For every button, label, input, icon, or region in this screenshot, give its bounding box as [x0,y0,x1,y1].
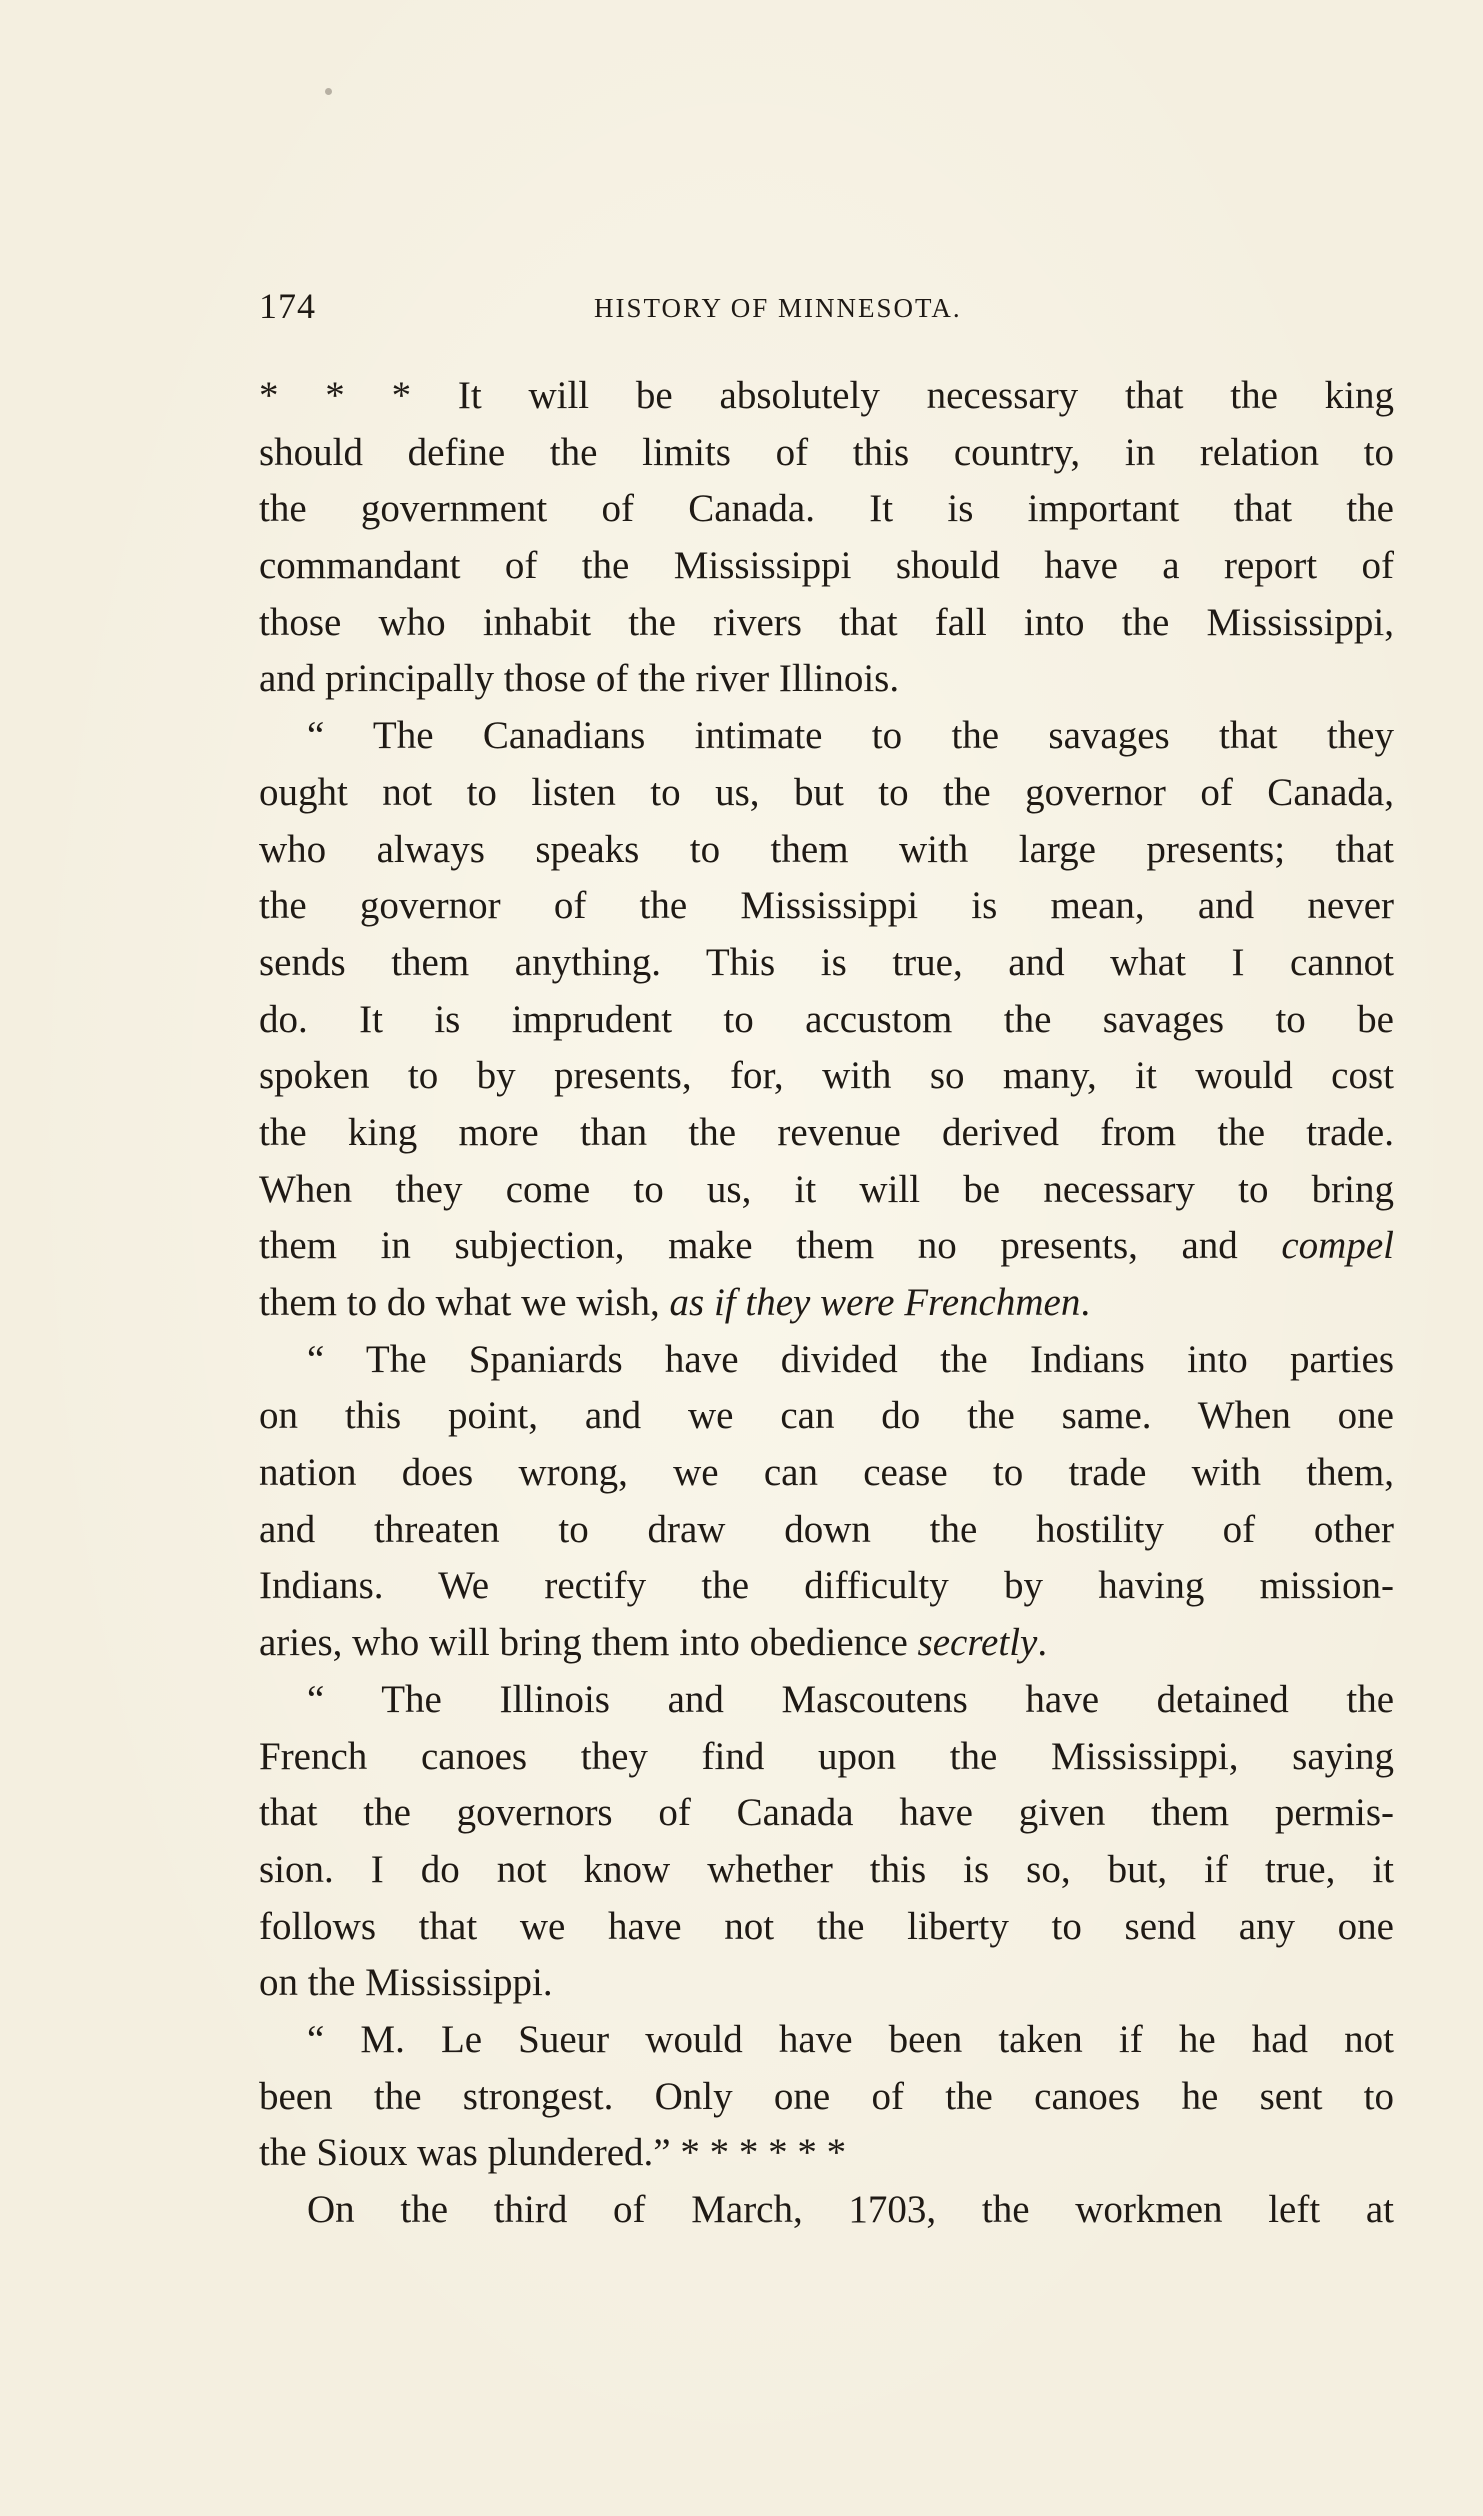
paragraph [259,708,1394,1332]
text-line: that the governors of Canada have given them permis- [259,1791,1394,1835]
page-number: 174 [259,286,316,326]
text-line: nation does wrong, we can cease to trade with them, [259,1451,1394,1495]
text-line: follows that we have not the liberty to send any one [259,1904,1394,1948]
paragraph [259,2182,1394,2239]
text-line: the governor of the Mississippi is mean, and never [259,884,1394,928]
paragraph [259,1672,1394,2012]
text-line: sends them anything. This is true, and what I cannot [259,940,1394,984]
text-line: on the Mississippi. [259,1961,553,2005]
text-line: “ The Illinois and Mascoutens have detained the [307,1677,1394,1721]
text-line: spoken to by presents, for, with so many, it would cost [259,1054,1394,1098]
text-line: When they come to us, it will be necessary to bring [259,1167,1394,1211]
text-line: * * * It will be absolutely necessary that the king [259,374,1394,417]
running-title: HISTORY OF MINNESOTA. [594,293,962,323]
text-line: the government of Canada. It is important that the [259,487,1394,531]
body-text [259,368,1394,2239]
paragraph [259,2012,1394,2182]
text-line: sion. I do not know whether this is so, but, if true, it [259,1847,1394,1891]
text-line: those who inhabit the rivers that fall into the Mississippi, [259,600,1394,644]
text-line: who always speaks to them with large presents; that [259,827,1394,871]
text-line: should define the limits of this country, in relation to [259,430,1394,474]
paragraph [259,368,1394,708]
text-line: them in subjection, make them no presents, and compel [259,1224,1394,1268]
text-line: and threaten to draw down the hostility of other [259,1507,1394,1551]
text-line: them to do what we wish, as if they were Frenchmen. [259,1281,1091,1324]
running-head [259,286,1394,326]
text-line: ought not to listen to us, but to the governor of Canada, [259,770,1394,814]
text-line: commandant of the Mississippi should have a report of [259,544,1394,588]
paper-speck [325,88,332,95]
text-line: the Sioux was plundered.” * * * * * * [259,2131,847,2175]
text-line: and principally those of the river Illinois. [259,657,900,701]
paragraph [259,1332,1394,1672]
text-line: “ The Spaniards have divided the Indians into parties [307,1337,1394,1381]
text-line: the king more than the revenue derived from the trade. [259,1110,1394,1154]
text-line: been the strongest. Only one of the canoes he sent to [259,2074,1394,2118]
text-line: on this point, and we can do the same. When one [259,1394,1394,1438]
text-line: Indians. We rectify the difficulty by having mission- [259,1564,1394,1608]
text-line: aries, who will bring them into obedience secretly. [259,1621,1048,1665]
text-line: do. It is imprudent to accustom the savages to be [259,997,1394,1041]
text-line: “ M. Le Sueur would have been taken if he had not [307,2017,1394,2061]
text-line: French canoes they find upon the Mississippi, saying [259,1734,1394,1778]
text-line: On the third of March, 1703, the workmen left at [307,2188,1394,2231]
text-line: “ The Canadians intimate to the savages that they [307,714,1394,758]
